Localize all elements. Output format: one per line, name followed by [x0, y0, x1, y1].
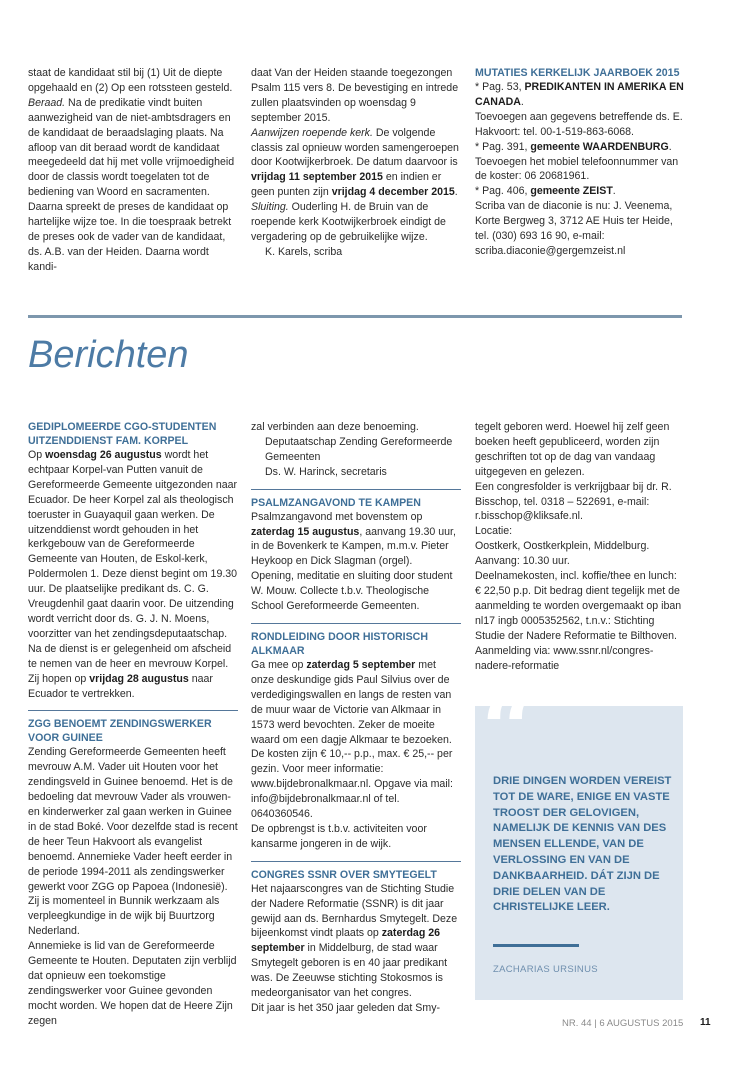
paragraph: De opbrengst is t.b.v. activiteiten voor kansarme jongeren in de wijk.	[251, 822, 427, 850]
top-column-3	[475, 66, 685, 259]
quote-mark-icon: “	[481, 673, 537, 786]
lower-column-1	[28, 420, 238, 1029]
entry-text: Toevoegen het mobiel telefoonnummer van de koster: 06 20681961.	[475, 155, 679, 183]
entry-text: Toevoegen aan gegevens betreffende ds. E. Hakvoort: tel. 00-1-519-863-6068.	[475, 110, 683, 138]
paragraph: staat de kandidaat stil bij (1) Uit de diepte opgehaald en (2) Op een rotssteen gesteld.	[28, 67, 233, 94]
entry: * Pag. 391, gemeente WAARDENBURG.	[475, 140, 672, 153]
divider	[251, 623, 461, 624]
paragraph: Opening, meditatie en sluiting door student W. Mouw. Collecte t.b.v. Theologische School Gereformeerde Gemeenten.	[251, 570, 453, 613]
heading-mutaties: MUTATIES KERKELIJK JAARBOEK 2015	[475, 67, 680, 79]
divider	[251, 861, 461, 862]
paragraph: tegelt geboren werd. Hoewel hij zelf geen boeken heeft gepubliceerd, worden zijn geschriften tot op de dag van vandaag uitgegeven en gelezen.	[475, 421, 670, 478]
paragraph: Psalmzangavond met bovenstem op zaterdag 15 augustus, aanvang 19.30 uur, in de Bovenkerk te Kampen, m.m.v. Pieter Heykoop en Dick Slagman (orgel).	[251, 510, 456, 568]
quote-rule	[493, 944, 579, 947]
pull-quote	[475, 673, 683, 1000]
signature: Deputaatschap Zending Gereformeerde Gemeenten	[265, 435, 453, 463]
page-number: 11	[700, 1017, 711, 1028]
top-column-1	[28, 66, 238, 275]
paragraph: daat Van der Heiden staande toegezongen Psalm 115 vers 8. De bevestiging en intrede zullen plaatsvinden op woensdag 9 september 2015.	[251, 67, 459, 124]
paragraph: Dit jaar is het 350 jaar geleden dat Smy-	[251, 1002, 441, 1014]
signature: K. Karels, scriba	[265, 245, 343, 258]
paragraph: zal verbinden aan deze benoeming.	[251, 421, 419, 433]
entry: * Pag. 406, gemeente ZEIST.	[475, 185, 616, 198]
heading-cgo: GEDIPLOMEERDE CGO-STUDENTEN UITZENDDIENST FAM. KORPEL	[28, 421, 217, 447]
heading-ssnr: CONGRES SSNR OVER SMYTEGELT	[251, 868, 437, 881]
heading-psalmzang: PSALMZANGAVOND TE KAMPEN	[251, 496, 421, 509]
paragraph: Locatie:	[475, 525, 513, 538]
paragraph: Het najaarscongres van de Stichting Studie der Nadere Reformatie (SSNR) is dit jaar gewijd aan ds. Bernhardus Smytegelt. Deze bijeenkomst vindt plaats op zaterdag 26 september in Middelburg, de stad waar Smytegelt geboren is en 40 jaar predikant was. De Zeeuwse stichting Stokosmos is medeorganisator van het congres.	[251, 882, 458, 1000]
section-title: Berichten	[28, 334, 189, 376]
paragraph: Beraad. Na de predikatie vindt buiten aanwezigheid van de niet-ambtsdragers en de kandidaat de beraadslaging plaats. Na afloop van dit beraad wordt de kandidaat meegedeeld dat hij met volle vrijmoedigheid door de classis wordt toegelaten tot de bediening van Woord en sacramenten. Daarna spreekt de preses de kandidaat op hartelijke wijze toe. In die toespraak betrekt de preses ook de vader van de kandidaat, ds. A.B. van der Heiden. Daarna wordt kandi-	[28, 96, 235, 273]
quote-author: ZACHARIAS URSINUS	[493, 964, 598, 975]
paragraph: Een congresfolder is verkrijgbaar bij dr. R. Bisschop, tel. 0318 – 522691, e-mail: r.bisschop@kliksafe.nl.	[475, 480, 672, 523]
paragraph: Ga mee op zaterdag 5 september met onze deskundige gids Paul Silvius over de verdedigingswallen en langs de resten van de muur waar de Victorie van Alkmaar in 1573 werd bevochten. Zeker de moeite waard om een dagje Alkmaar te bezoeken. De kosten zijn € 10,-- p.p., max. € 25,-- per gezin. Voor meer informatie: www.bijdebronalkmaar.nl. Opgave via mail: info@bijdebronalkmaar.nl of tel. 0640360546.	[251, 658, 453, 821]
divider	[28, 710, 238, 711]
paragraph: Deelnamekosten, incl. koffie/thee en lunch: € 22,50 p.p. Dit bedrag dient tegelijk met de aanmelding te worden overgemaakt op iban nl17 ingb 0005352562, t.n.v.: Stichting Studie der Nadere Reformatie te Bilthoven.	[475, 570, 682, 642]
paragraph: Aanwijzen roepende kerk. De volgende classis zal opnieuw worden samengeroepen door Kootwijkerbroek. De datum daarvoor is vrijdag 11 september 2015 en indien er geen punten zijn vrijdag 4 december 2015.	[251, 126, 459, 199]
signature: Ds. W. Harinck, secretaris	[265, 465, 387, 478]
heading-zgg: ZGG BENOEMT ZENDINGSWERKER VOOR GUINEE	[28, 718, 212, 745]
paragraph: Annemieke is lid van de Gereformeerde Gemeente te Houten. Deputaten zijn verblijd dat opnieuw een toekomstige zendingswerker voor Guinee gevonden mocht worden. We hopen dat de Heere Zijn zegen	[28, 940, 237, 1027]
paragraph: Aanmelding via: www.ssnr.nl/congres-nadere-reformatie	[475, 644, 654, 672]
heading-alkmaar: RONDLEIDING DOOR HISTORISCH ALKMAAR	[251, 630, 428, 657]
paragraph: Oostkerk, Oostkerkplein, Middelburg.	[475, 540, 650, 553]
lower-column-2	[251, 420, 461, 1016]
section-divider	[28, 315, 682, 318]
entry-text: Scriba van de diaconie is nu: J. Veenema, Korte Bergweg 3, 3712 AE Huis ter Heide, tel. (030) 693 16 90, e-mail: scriba.diaconie@gergemzeist.nl	[475, 200, 673, 257]
paragraph: Sluiting. Ouderling H. de Bruin van de roepende kerk Kootwijkerbroek eindigt de vergadering op de gebruikelijke wijze.	[251, 201, 446, 243]
paragraph: Op woensdag 26 augustus wordt het echtpaar Korpel-van Putten vanuit de Gereformeerde Gemeente uitgezonden naar Ecuador. De heer Korpel zal als theologisch toeruster in Guayaquil gaan werken. De uitzenddienst wordt gehouden in het kerkgebouw van de Gereformeerde Gemeente van Houten, de Eskol-kerk, Poldermolen 1. Deze dienst begint om 19.30 uur. De plaatselijke predikant ds. C. G. Vreugdenhil gaat daarin voor. De uitzending wordt verricht door ds. G. J. N. Moens, voorzitter van het zendingsdeputaatschap. Na de dienst is er gelegenheid om afscheid te nemen van de heer en mevrouw Korpel. Zij hopen op vrijdag 28 augustus naar Ecuador te vertrekken.	[28, 449, 238, 700]
paragraph: Zending Gereformeerde Gemeenten heeft mevrouw A.M. Vader uit Houten voor het zendingsveld in Guinee benoemd. Het is de bedoeling dat mevrouw Vader als vrouwen- en kinderwerker zal gaan werken in Guinee in de stad Boké. Voor dezelfde stad is recent de heer Teun Hakvoort als evangelist benoemd. Annemieke Vader heeft eerder in de periode 1994-2011 als zendingswerker gewerkt voor ZGG op Papoea (Indonesië). Zij is momenteel in Bunnik werkzaam als verpleegkundige in de wijk bij Buurtzorg Nederland.	[28, 746, 238, 938]
divider	[251, 489, 461, 490]
issue-info: NR. 44 | 6 AUGUSTUS 2015	[562, 1018, 684, 1029]
entry: * Pag. 53, PREDIKANTEN IN AMERIKA EN CANADA.	[475, 81, 684, 108]
top-column-2	[251, 66, 461, 260]
lower-column-3	[475, 420, 685, 673]
paragraph: Aanvang: 10.30 uur.	[475, 555, 570, 568]
quote-text: DRIE DINGEN WORDEN VEREIST TOT DE WARE, ENIGE EN VASTE TROOST DER GELOVIGEN, NAMELIJK DE KENNIS VAN DES MENSEN ELLENDE, VAN DE VERLOSSING EN VAN DE DANKBAARHEID. DÁT ZIJN DE DRIE DELEN VAN DE CHRISTELIJKE LEER.	[493, 775, 672, 914]
